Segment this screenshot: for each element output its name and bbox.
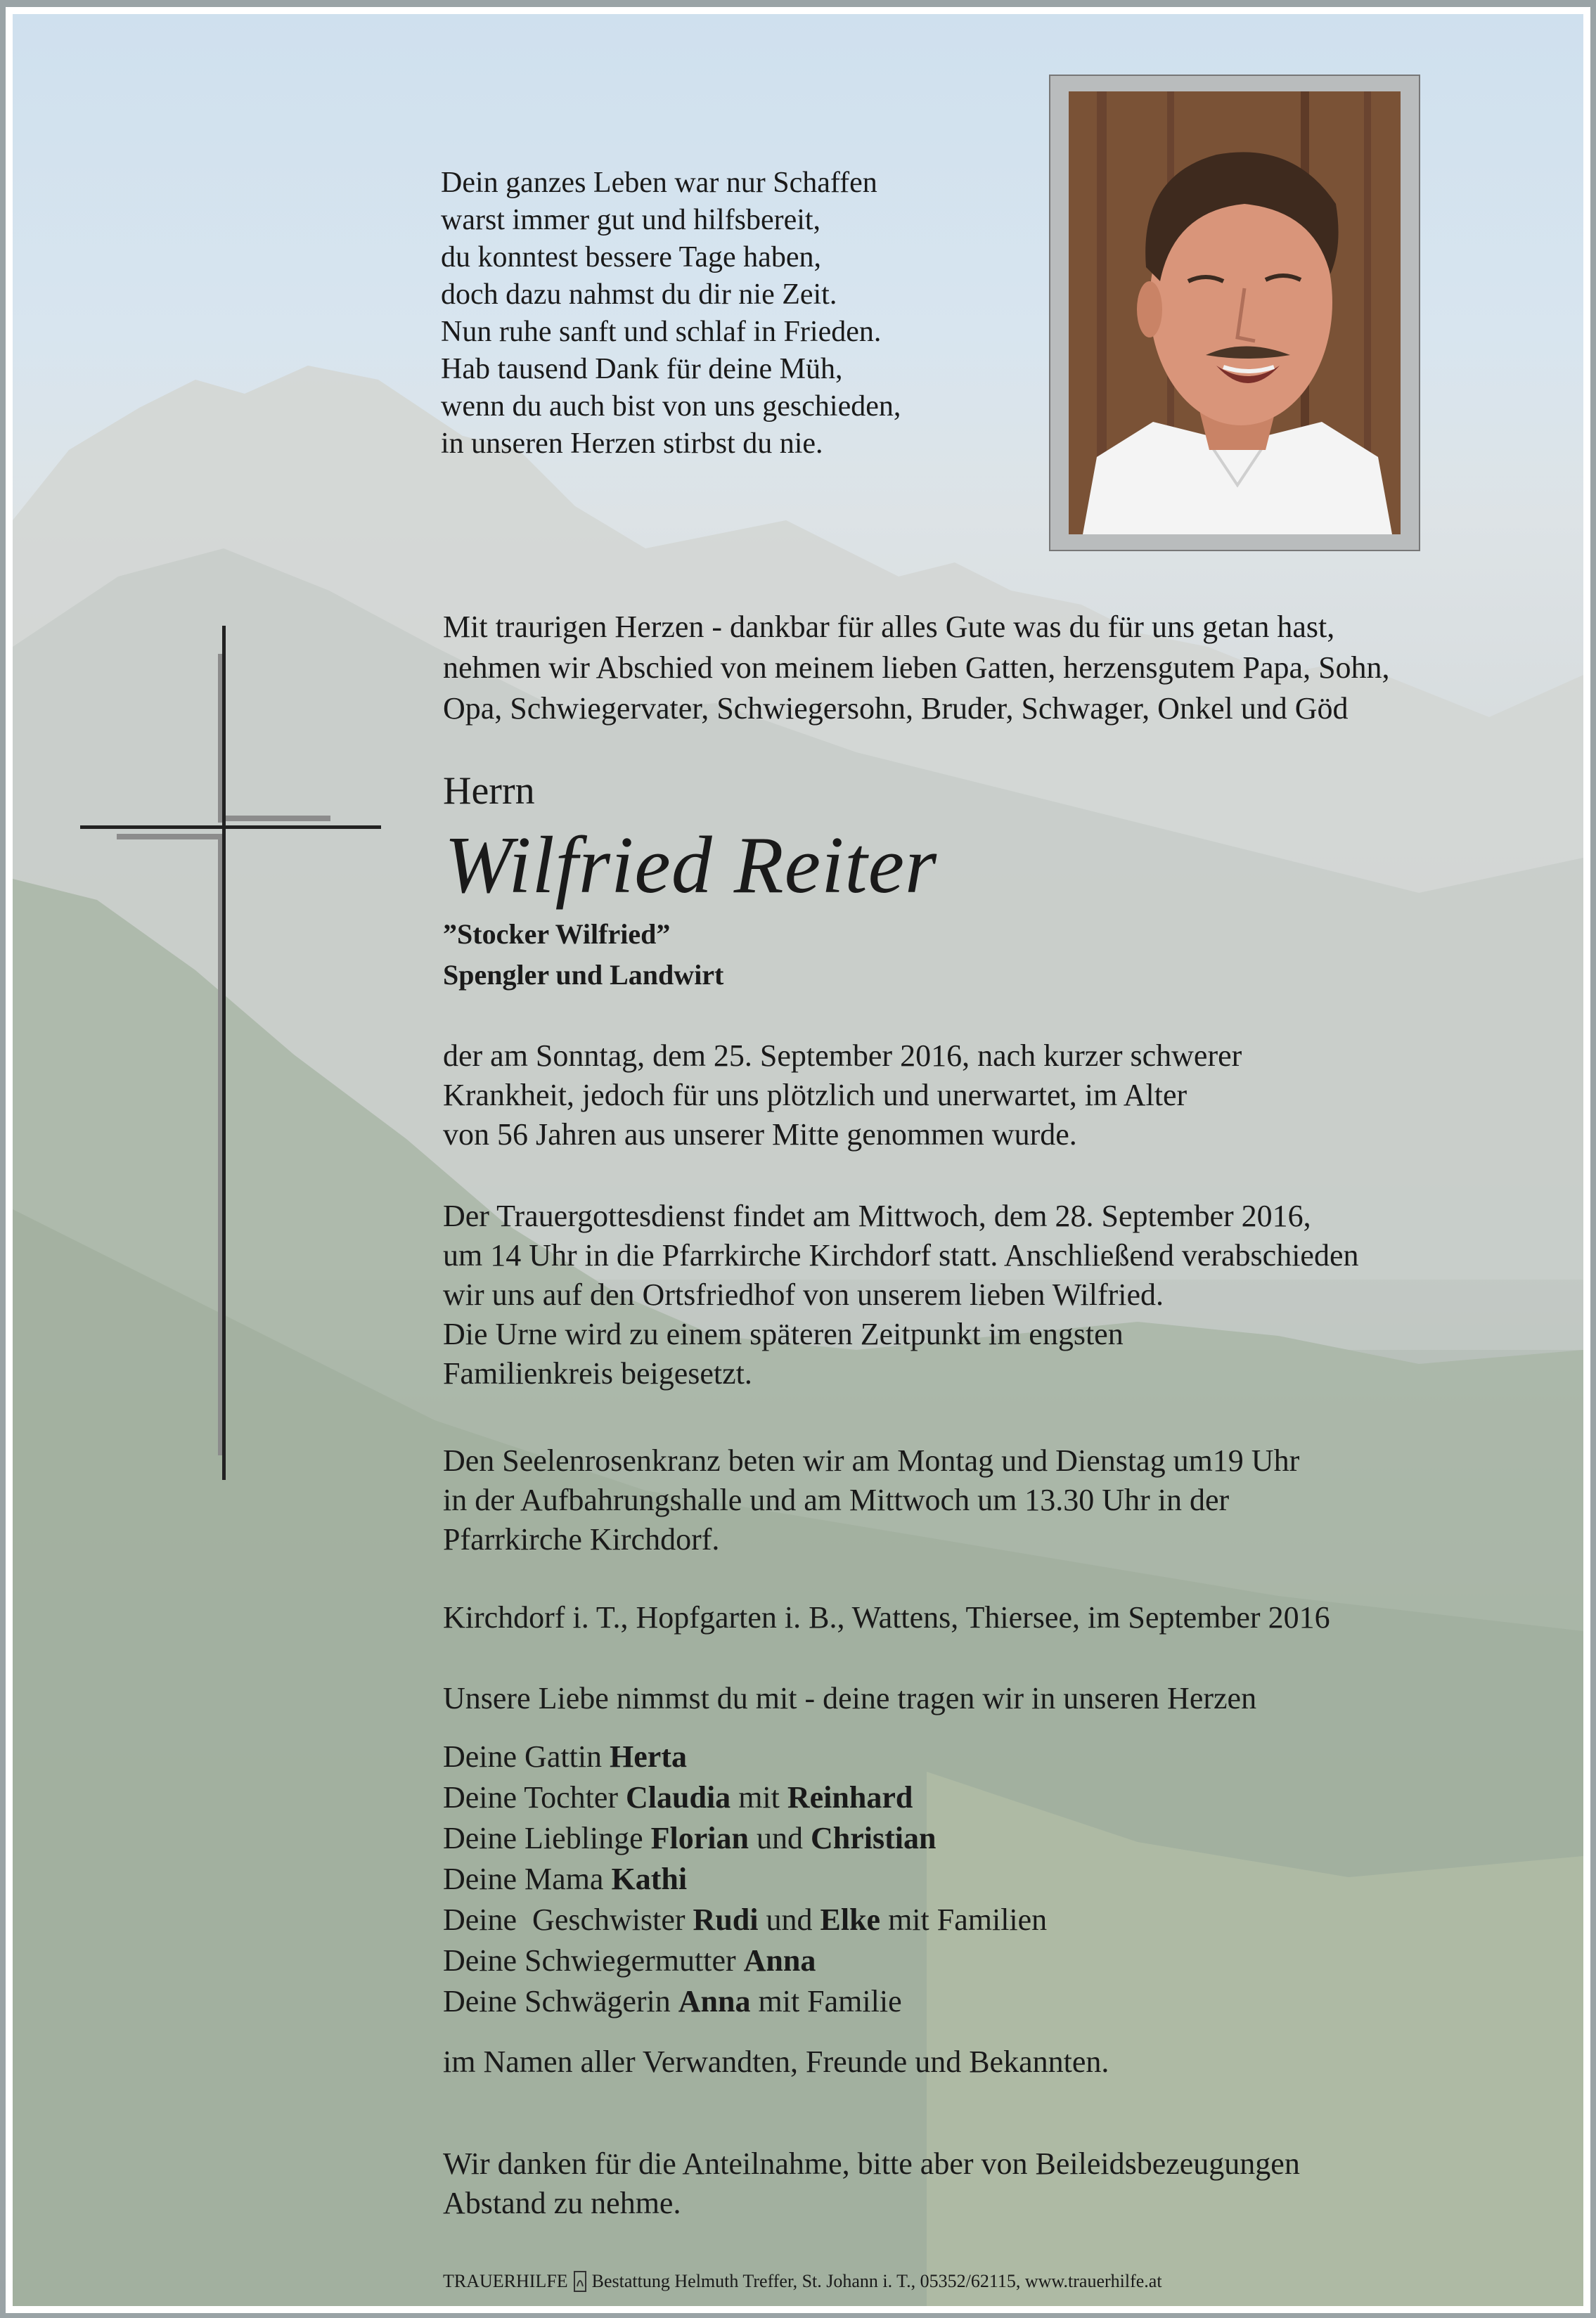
family-list <box>443 1737 1047 2022</box>
relative-name: Elke <box>820 1902 881 1937</box>
relative-name: Claudia <box>626 1780 731 1815</box>
footer-brand: TRAUERHILFE <box>443 2271 568 2291</box>
relative-name: Anna <box>678 1984 751 2018</box>
motto: Unsere Liebe nimmst du mit - deine tragen wir in unseren Herzen <box>443 1681 1257 1715</box>
thanks-line: Wir danken für die Anteilnahme, bitte aber von Beileidsbezeugungen <box>443 2146 1300 2181</box>
intro-line: Opa, Schwiegervater, Schwiegersohn, Bruder, Schwager, Onkel und Göd <box>443 691 1349 726</box>
death-notice-line: Krankheit, jedoch für uns plötzlich und unerwartet, im Alter <box>443 1078 1188 1112</box>
rosary-line: in der Aufbahrungshalle und am Mittwoch um 13.30 Uhr in der <box>443 1483 1230 1517</box>
death-notice-line: der am Sonntag, dem 25. September 2016, nach kurzer schwerer <box>443 1038 1242 1073</box>
poem-line: in unseren Herzen stirbst du nie. <box>441 427 823 460</box>
relation: Deine Lieblinge <box>443 1821 651 1855</box>
connector: und <box>758 1902 820 1937</box>
poem-line: Nun ruhe sanft und schlaf in Frieden. <box>441 316 882 348</box>
rosary-line: Pfarrkirche Kirchdorf. <box>443 1522 720 1557</box>
deceased-name: Wilfried Reiter <box>444 820 938 910</box>
occupation: Spengler und Landwirt <box>443 959 724 991</box>
footer <box>443 2271 1162 2292</box>
rosary-line: Den Seelenrosenkranz beten wir am Montag und Dienstag um19 Uhr <box>443 1443 1300 1478</box>
on-behalf: im Namen aller Verwandten, Freunde und Bekannten. <box>443 2045 1109 2079</box>
family-line <box>443 1737 1047 1777</box>
funeral-line: wir uns auf den Ortsfriedhof von unserem lieben Wilfried. <box>443 1277 1164 1312</box>
relation: Deine Gattin <box>443 1739 610 1774</box>
logo-icon <box>574 2271 586 2292</box>
cross-icon <box>80 626 382 1480</box>
funeral-line: Die Urne wird zu einem späteren Zeitpunkt im engsten <box>443 1317 1124 1351</box>
places-date: Kirchdorf i. T., Hopfgarten i. B., Wattens, Thiersee, im September 2016 <box>443 1600 1330 1635</box>
death-notice-line: von 56 Jahren aus unserer Mitte genommen wurde. <box>443 1117 1077 1152</box>
relative-name: Christian <box>811 1821 937 1855</box>
family-line <box>443 1777 1047 1818</box>
relative-name: Rudi <box>693 1902 759 1937</box>
connector: mit Familien <box>880 1902 1048 1937</box>
relation: Deine Schwägerin <box>443 1984 678 2018</box>
funeral-line: Der Trauergottesdienst findet am Mittwoch, dem 28. September 2016, <box>443 1199 1311 1233</box>
poem-line: Dein ganzes Leben war nur Schaffen <box>441 167 877 199</box>
intro-line: Mit traurigen Herzen - dankbar für alles Gute was du für uns getan hast, <box>443 610 1335 644</box>
relation: Deine Tochter <box>443 1780 626 1815</box>
thanks <box>443 2144 1300 2223</box>
funeral-line: um 14 Uhr in die Pfarrkirche Kirchdorf statt. Anschließend verabschieden <box>443 1238 1359 1273</box>
portrait-frame <box>1049 75 1420 551</box>
nickname-block <box>443 914 723 996</box>
intro-text <box>443 607 1390 729</box>
portrait-photo <box>1069 91 1401 534</box>
connector: und <box>749 1821 811 1855</box>
relation: Deine Geschwister <box>443 1902 693 1937</box>
funeral-line: Familienkreis beigesetzt. <box>443 1356 752 1391</box>
poem-line: du konntest bessere Tage haben, <box>441 241 821 273</box>
funeral-info <box>443 1197 1359 1393</box>
family-line <box>443 1940 1047 1981</box>
family-line <box>443 1981 1047 2022</box>
relative-name: Florian <box>650 1821 749 1855</box>
family-line <box>443 1818 1047 1859</box>
relative-name: Anna <box>743 1943 816 1978</box>
family-line <box>443 1859 1047 1900</box>
relative-name: Herta <box>610 1739 687 1774</box>
death-notice <box>443 1036 1242 1154</box>
poem-line: doch dazu nahmst du dir nie Zeit. <box>441 278 837 311</box>
poem-line: warst immer gut und hilfsbereit, <box>441 204 821 236</box>
family-line <box>443 1900 1047 1940</box>
salutation: Herrn <box>443 769 535 813</box>
footer-text: Bestattung Helmuth Treffer, St. Johann i. T., 05352/62115, www.trauerhilfe.at <box>591 2271 1162 2291</box>
intro-line: nehmen wir Abschied von meinem lieben Gatten, herzensgutem Papa, Sohn, <box>443 650 1390 685</box>
relative-name: Kathi <box>611 1862 688 1896</box>
connector: mit <box>731 1780 787 1815</box>
poem-line: Hab tausend Dank für deine Müh, <box>441 353 843 385</box>
rosary-info <box>443 1441 1299 1559</box>
poem <box>441 165 901 463</box>
thanks-line: Abstand zu nehme. <box>443 2186 681 2220</box>
nickname: ”Stocker Wilfried” <box>443 918 671 950</box>
poem-line: wenn du auch bist von uns geschieden, <box>441 390 901 423</box>
connector: mit Familie <box>750 1984 902 2018</box>
relative-name: Reinhard <box>787 1780 913 1815</box>
relation: Deine Schwiegermutter <box>443 1943 744 1978</box>
relation: Deine Mama <box>443 1862 612 1896</box>
